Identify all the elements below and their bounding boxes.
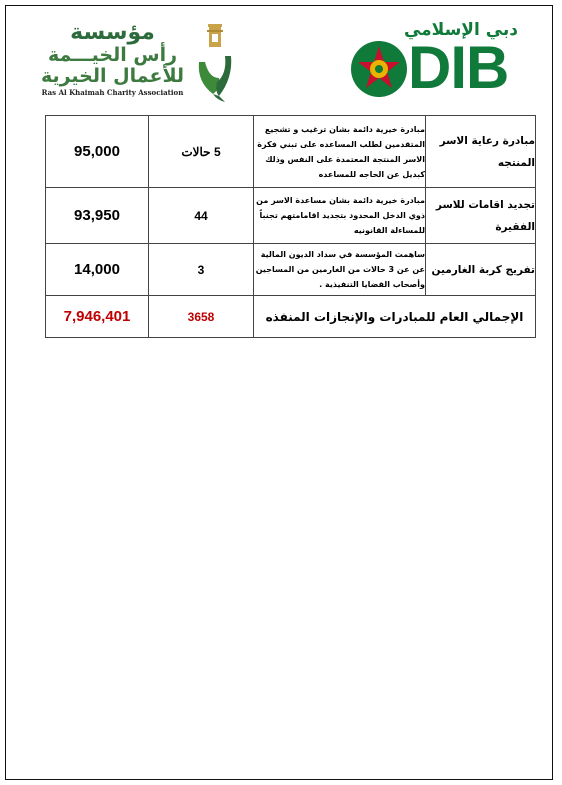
- total-amount-cell: 7,946,401: [46, 296, 149, 338]
- count-cell: [149, 188, 254, 244]
- table-row: [46, 188, 536, 244]
- initiatives-table: [45, 115, 536, 338]
- amount-cell: 14,000: [46, 244, 149, 296]
- rak-logo-text: [40, 22, 185, 98]
- rak-logo-line3: للأعمال الخيرية: [40, 65, 185, 87]
- initiative-name-cell: تجديد اقامات للاسر الفقيرة: [426, 188, 536, 244]
- rak-logo-english: Ras Al Khaimah Charity Association: [41, 88, 184, 97]
- description-cell: مبادرة خيرية دائمة بشان مساعدة الاسر من ذوي الدخل المحدود بتجديد اقامامتهم تجنباً للمساءلة القانونيه: [254, 188, 426, 244]
- initiative-name-cell: تفريج كربة الغارمين: [426, 244, 536, 296]
- count-cell: [149, 244, 254, 296]
- dib-logo-arabic: دبي الإسلامي: [403, 20, 518, 40]
- amount-cell: 93,950: [46, 188, 149, 244]
- total-row: [46, 296, 536, 338]
- rak-charity-logo: [40, 18, 235, 108]
- dib-logo-latin: DIB: [408, 34, 509, 101]
- count-value: 3: [197, 262, 205, 277]
- hands-tower-emblem-icon: [195, 22, 235, 104]
- total-label-cell: الإجمالي العام للمبادرات والإنجازات المنفذه: [254, 296, 536, 338]
- count-value: 44: [194, 208, 208, 223]
- description-cell: مبادرة خيرية دائمة بشان ترغيب و تشجيع المتقدمين لطلب المساعده على تبني فكرة الاسر المنتجة المعتمدة على النفس وذلك كبديل عن الحاجه للمساعده: [254, 116, 426, 188]
- dib-logo: [348, 20, 520, 102]
- description-cell: ساهمت المؤسسة في سداد الديون المالية عن عن 3 حالات من الغارمين من المساجين وأصحاب القضايا التنفيذية .: [254, 244, 426, 296]
- total-count-cell: 3658: [149, 296, 254, 338]
- amount-cell: 95,000: [46, 116, 149, 188]
- count-value: 5 حالات: [181, 144, 221, 159]
- table-row: [46, 244, 536, 296]
- initiative-name-cell: مبادرة رعاية الاسر المنتجه: [426, 116, 536, 188]
- dib-star-emblem-icon: [348, 38, 410, 100]
- rak-logo-line1: مؤسسة: [70, 20, 155, 45]
- table-row: [46, 116, 536, 188]
- count-cell: [149, 116, 254, 188]
- rak-logo-line2: رأس الخيـــمة: [47, 44, 178, 66]
